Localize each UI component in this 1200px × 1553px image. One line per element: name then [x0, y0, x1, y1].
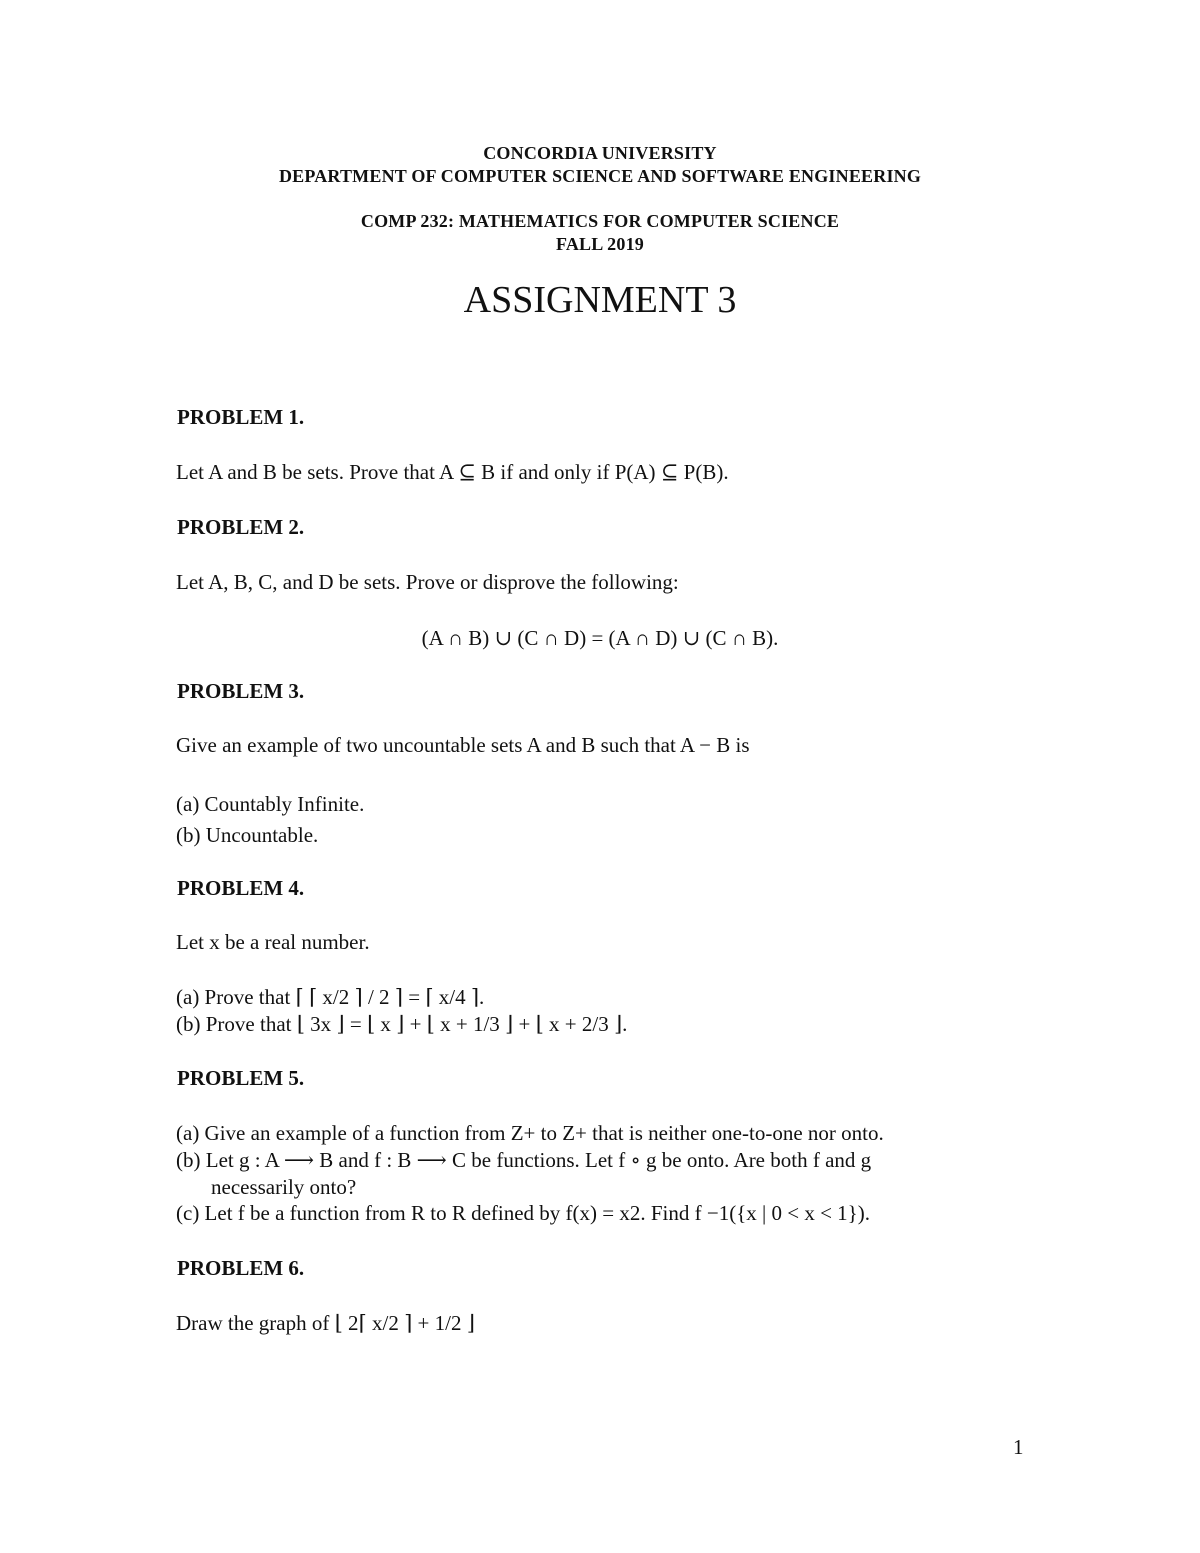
assignment-title: ASSIGNMENT 3 — [463, 279, 737, 321]
course-title: COMP 232: MATHEMATICS FOR COMPUTER SCIENCE — [360, 211, 840, 231]
problem-3-text: Give an example of two uncountable sets A and B such that A − B is — [176, 733, 750, 757]
problem-1-heading: PROBLEM 1. — [177, 405, 305, 429]
problem-4-part-b: (b) Prove that ⌊ 3x ⌋ = ⌊ x ⌋ + ⌊ x + 1/3 ⌋ + ⌊ x + 2/3 ⌋. — [176, 1012, 628, 1036]
university-name: CONCORDIA UNIVERSITY — [483, 143, 717, 163]
problem-2-heading: PROBLEM 2. — [177, 515, 305, 539]
term: FALL 2019 — [556, 234, 644, 254]
problem-5-heading: PROBLEM 5. — [177, 1066, 305, 1090]
problem-5-part-b: (b) Let g : A ⟶ B and f : B ⟶ C be functions. Let f ∘ g be onto. Are both f and g — [176, 1148, 872, 1172]
problem-5-part-a: (a) Give an example of a function from Z+ to Z+ that is neither one-to-one nor onto. — [176, 1121, 884, 1145]
department-name: DEPARTMENT OF COMPUTER SCIENCE AND SOFTWARE ENGINEERING — [278, 166, 922, 186]
problem-4-heading: PROBLEM 4. — [177, 876, 305, 900]
problem-4-part-a: (a) Prove that ⌈ ⌈ x/2 ⌉ / 2 ⌉ = ⌈ x/4 ⌉. — [176, 985, 485, 1009]
problem-4-text: Let x be a real number. — [176, 930, 370, 954]
problem-2-text: Let A, B, C, and D be sets. Prove or disprove the following: — [176, 570, 679, 594]
problem-3-heading: PROBLEM 3. — [177, 679, 305, 703]
problem-5-part-b-cont: necessarily onto? — [211, 1175, 357, 1199]
problem-3-part-b: (b) Uncountable. — [176, 823, 319, 847]
page-number: 1 — [1013, 1435, 1024, 1459]
problem-6-text: Draw the graph of ⌊ 2⌈ x/2 ⌉ + 1/2 ⌋ — [176, 1311, 475, 1335]
problem-3-part-a: (a) Countably Infinite. — [176, 792, 365, 816]
problem-5-part-c: (c) Let f be a function from R to R defined by f(x) = x2. Find f −1({x | 0 < x < 1}). — [176, 1201, 871, 1225]
problem-1-text: Let A and B be sets. Prove that A ⊆ B if and only if P(A) ⊆ P(B). — [176, 460, 729, 484]
problem-2-equation: (A ∩ B) ∪ (C ∩ D) = (A ∩ D) ∪ (C ∩ B). — [421, 626, 779, 650]
problem-6-heading: PROBLEM 6. — [177, 1256, 305, 1280]
